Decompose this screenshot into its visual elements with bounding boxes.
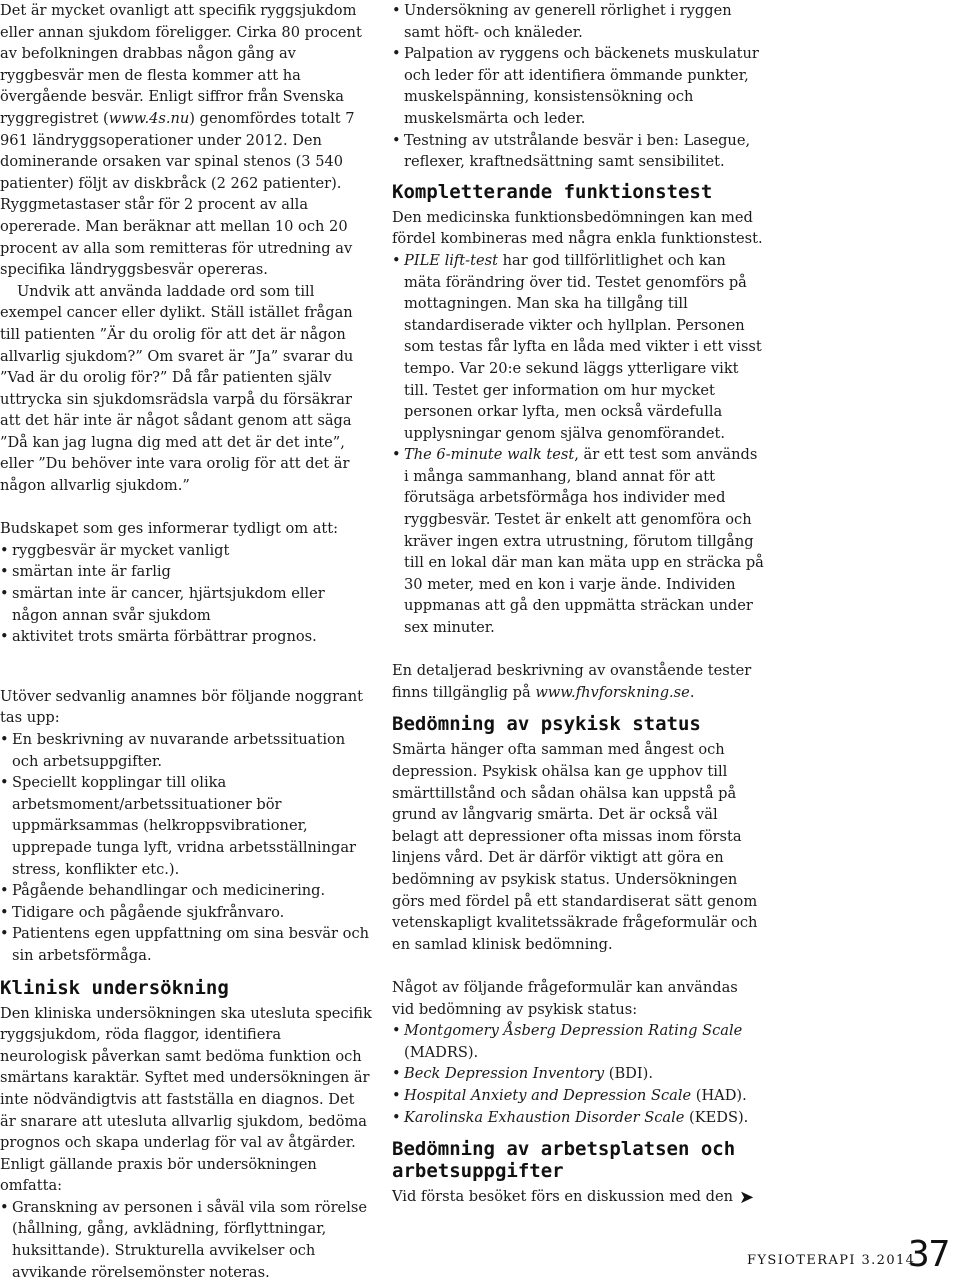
registry-link[interactable]: www.4s.nu	[108, 109, 190, 127]
page-number: 37	[908, 1234, 950, 1275]
list-item: • Speciellt kopplingar till olika arbetsmoment/arbetssituationer bör uppmärksammas (helkroppsvibrationer, upprepade tunga lyft, vridna arbetsställningar stress, konflikter etc.).	[0, 772, 372, 880]
forms-list	[392, 1020, 764, 1128]
psyk-paragraph: Smärta hänger ofta samman med ångest och depression. Psykisk ohälsa kan ge upphov till smärttillstånd och sådan ohälsa kan uppstå på grund av långvarig smärta. Det är också väl belagt att depressioner ofta missas inom första linjens vård. Det är därför viktigt att göra en bedömning av psykisk status. Undersökningen görs med fördel på ett standardiserat sätt genom vetenskapligt kvalitetssäkrade frågeformulär och en samlad klinisk bedömning.	[392, 741, 758, 953]
heading-kompletterande-funktionstest: Kompletterande funktionstest	[392, 180, 713, 203]
list-item: • Palpation av ryggens och bäckenets muskulatur och leder för att identifiera ömmande punkter, muskelspänning, konsistensökning och muskelsmärta och leder.	[392, 43, 764, 129]
advice-paragraph: Undvik att använda laddade ord som till exempel cancer eller dylikt. Ställ istället frågan till patienten ”Är du orolig för att det är någon allvarlig sjukdom?” Om svaret är ”Ja” svarar du ”Vad är du orolig för?” Då får patienten själv uttrycka sin sjukdomsrädsla varpå du försäkrar att det här inte är något sådant genom att säga ”Då kan jag lugna dig med att det är det inte”, eller ”Du behöver inte vara orolig för att det är någon allvarlig sjukdom.”	[0, 282, 354, 495]
list-item: • aktivitet trots smärta förbättrar prognos.	[0, 626, 372, 648]
anamnes-intro: Utöver sedvanlig anamnes bör följande noggrant tas upp:	[0, 687, 364, 727]
list-item: • Tidigare och pågående sjukfrånvaro.	[0, 902, 372, 924]
list-item: • Patientens egen uppfattning om sina besvär och sin arbetsförmåga.	[0, 923, 372, 966]
list-item: • Hospital Anxiety and Depression Scale (HAD).	[392, 1085, 764, 1107]
anamnes-list	[0, 729, 372, 967]
heading-psykisk-status: Bedömning av psykisk status	[392, 713, 701, 736]
magazine-issue: FYSIOTERAPI 3.2014	[747, 1253, 916, 1268]
list-item: • smärtan inte är farlig	[0, 561, 372, 583]
intro-paragraph: Det är mycket ovanligt att specifik ryggsjukdom eller annan sjukdom föreligger. Cirka 80 procent av befolkningen drabbas någon gång av ryggbesvär men de flesta kommer att ha övergående besvär. Enligt siffror från Svenska ryggregistret (www.4s.nu) genomfördes totalt 7 961 ländryggsoperationer under 2012. Den dominerande orsaken var spinal stenos (3 540 patienter) följt av diskbråck (2 262 patienter). Ryggmetastaser står för 2 procent av alla opererade. Man beräknar att mellan 10 och 20 procent av alla som remitteras för utredning av specifika ländryggsbesvär opereras.	[0, 2, 362, 279]
message-intro: Budskapet som ges informerar tydligt om att:	[0, 520, 339, 538]
list-item: • Montgomery Åsberg Depression Rating Scale (MADRS).	[392, 1020, 764, 1063]
list-item: • Karolinska Exhaustion Disorder Scale (KEDS).	[392, 1107, 764, 1129]
list-item: • Testning av utstrålande besvär i ben: Lasegue, reflexer, kraftnedsättning samt sensibilitet.	[392, 130, 764, 173]
klinisk-paragraph: Den kliniska undersökningen ska utesluta specifik ryggsjukdom, röda flaggor, identifiera neurologisk påverkan samt bedöma funktion och smärtans karaktär. Syftet med undersökningen är inte nödvändigtvis att fastställa en diagnos. Det är snarare att utesluta allvarlig sjukdom, bedöma prognos och skapa underlag för val av åtgärder. Enligt gällande praxis bör undersökningen omfatta:	[0, 1004, 372, 1195]
detail-paragraph: En detaljerad beskrivning av ovanstående tester finns tillgänglig på www.fhvforskning.se.	[392, 662, 752, 701]
page-footer	[747, 1234, 960, 1275]
list-item: • Undersökning av generell rörlighet i ryggen samt höft- och knäleder.	[392, 0, 764, 43]
list-item: • smärtan inte är cancer, hjärtsjukdom eller någon annan svår sjukdom	[0, 583, 372, 626]
list-item-pile: • PILE lift-test har god tillförlitlighet och kan mäta förändring över tid. Testet genomförs på mottagningen. Man ska ha tillgång till standardiserade vikter och hyllplan. Personen som testas får lyfta en låda med vikter i ett visst tempo. Var 20:e sekund läggs ytterligare vikt till. Testet ger information om hur mycket personen orkar lyfta, men också värdefulla upplysningar genom själva genomförandet.	[392, 250, 764, 444]
message-list	[0, 540, 372, 648]
list-item: • Beck Depression Inventory (BDI).	[392, 1063, 764, 1085]
continue-arrow-icon: ➤	[739, 1187, 755, 1208]
examination-list	[392, 0, 764, 173]
list-item: • Granskning av personen i såväl vila som rörelse (hållning, gång, avklädning, förflyttningar, huksittande). Strukturella avvikelser och avvikande rörelsemönster noteras.	[0, 1197, 372, 1283]
list-item: • ryggbesvär är mycket vanligt	[0, 540, 372, 562]
heading-arbetsplatsen: Bedömning av arbetsplatsen och arbetsuppgifter	[392, 1138, 736, 1183]
right-column	[392, 0, 764, 1208]
klinisk-list	[0, 1197, 372, 1283]
test-list	[392, 250, 764, 639]
fhv-link[interactable]: www.fhvforskning.se	[535, 683, 690, 701]
arbets-paragraph: Vid första besöket förs en diskussion med den	[392, 1188, 734, 1206]
heading-klinisk-undersokning: Klinisk undersökning	[0, 976, 229, 999]
list-item: • Pågående behandlingar och medicinering.	[0, 880, 372, 902]
forms-intro: Något av följande frågeformulär kan användas vid bedömning av psykisk status:	[392, 978, 738, 1018]
list-item-walk-test: • The 6-minute walk test, är ett test som används i många sammanhang, bland annat för att förutsäga arbetsförmåga hos individer med ryggbesvär. Testet är enkelt att genomföra och kräver ingen extra utrustning, förutom tillgång till en lokal där man kan mäta upp en sträcka på 30 meter, med en kon i varje ände. Individen uppmanas att gå den uppmätta sträckan under sex minuter.	[392, 444, 764, 638]
left-column	[0, 0, 372, 1283]
list-item: • En beskrivning av nuvarande arbetssituation och arbetsuppgifter.	[0, 729, 372, 772]
komp-intro: Den medicinska funktionsbedömningen kan med fördel kombineras med några enkla funktionstest.	[392, 208, 763, 248]
